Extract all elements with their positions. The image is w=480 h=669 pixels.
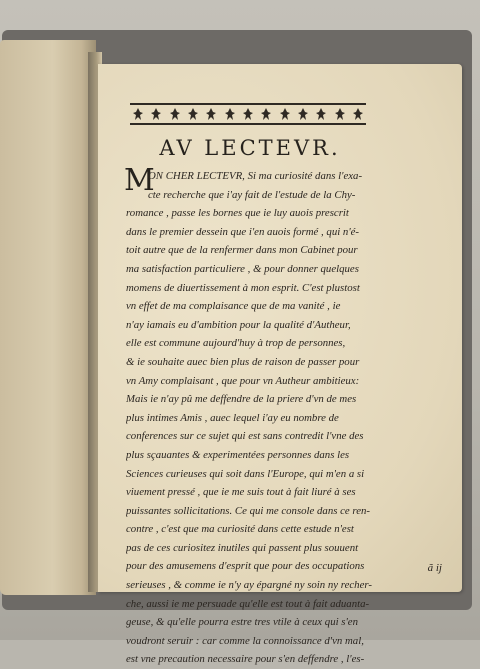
fleuron-icon: [315, 107, 327, 121]
fleuron-icon: [132, 107, 144, 121]
body-text: [126, 167, 458, 669]
signature-mark: [390, 562, 450, 574]
fleuron-icon: [242, 107, 254, 121]
text-line: elle est commune aujourd'huy à trop de personnes,: [126, 337, 346, 350]
signature-text: ã ij: [427, 562, 442, 574]
fleuron-icon: [279, 107, 291, 121]
text-line: conferences sur ce sujet qui est sans contredit l'vne des: [126, 430, 364, 443]
text-line: che, aussi ie me persuade qu'elle est tout à fait aduanta-: [126, 597, 370, 610]
text-line: toit autre que de la renfermer dans mon Cabinet pour: [126, 244, 358, 257]
text-line: ON CHER LECTEVR, Si ma curiosité dans l'exa-: [148, 170, 363, 182]
fleuron-icon: [205, 107, 217, 121]
fleuron-icon: [169, 107, 181, 121]
fleuron-icon: [297, 107, 309, 121]
text-line: contre , c'est que ma curiosité dans cette estude n'est: [126, 523, 354, 536]
fleuron-icon: [224, 107, 236, 121]
fleuron-icon: [334, 107, 346, 121]
text-line: romance , passe les bornes que ie luy auois prescrit: [126, 207, 349, 220]
text-line: vn Amy complaisant , que pour vn Autheur ambitieux:: [126, 374, 360, 387]
text-line: geuse, & qu'elle pourra estre tres vtile à ceux qui s'en: [126, 616, 358, 629]
text-line: vn effet de ma complaisance que de ma vanité , ie: [126, 300, 341, 313]
text-line: pas de ces curiositez inutiles qui passent plus souuent: [126, 541, 359, 554]
text-line: plus intimes Amis , auec lequel i'ay eu nombre de: [126, 411, 339, 424]
drop-capital: M: [124, 163, 155, 198]
text-line: dans le premier dessein que i'en auois formé , qui n'é-: [126, 225, 360, 238]
left-page: [0, 40, 96, 595]
text-line: plus sçauantes & experimentées personnes dans les: [126, 448, 350, 461]
fleuron-icon: [260, 107, 272, 121]
text-line: puissantes sollicitations. Ce qui me console dans ce ren-: [126, 504, 370, 517]
headpiece-ornament: [130, 103, 366, 125]
text-line: & ie souhaite auec bien plus de raison de passer pour: [126, 355, 360, 368]
fleuron-icon: [352, 107, 364, 121]
fleuron-icon: [150, 107, 162, 121]
page-title: AV LECTEVR.: [159, 136, 341, 160]
text-line: serieuses , & comme ie n'y ay épargné ny soin ny recher-: [126, 579, 372, 592]
text-line: viuement pressé , que ie me suis tout à fait liuré à ses: [126, 486, 356, 499]
text-line: est vne precaution necessaire pour s'en deffendre , l'es-: [126, 653, 365, 666]
text-line: Mais ie n'ay pû me deffendre de la priere d'vn de mes: [126, 393, 357, 406]
text-line: n'ay iamais eu d'ambition pour la qualité d'Autheur,: [126, 318, 351, 331]
text-line: pour des amusemens d'esprit que pour des occupations: [126, 560, 365, 573]
text-line: voudront seruir : car comme la connoissance d'vn mal,: [126, 634, 364, 647]
text-line: cte recherche que i'ay fait de l'estude de la Chy-: [148, 188, 356, 201]
fleuron-icon: [187, 107, 199, 121]
text-line: ma satisfaction particuliere , & pour donner quelques: [126, 262, 359, 275]
text-line: Sciences curieuses qui soit dans l'Europe, qui m'en a si: [126, 467, 365, 480]
text-line: momens de diuertissement à mon esprit. C'est plustost: [126, 281, 360, 294]
